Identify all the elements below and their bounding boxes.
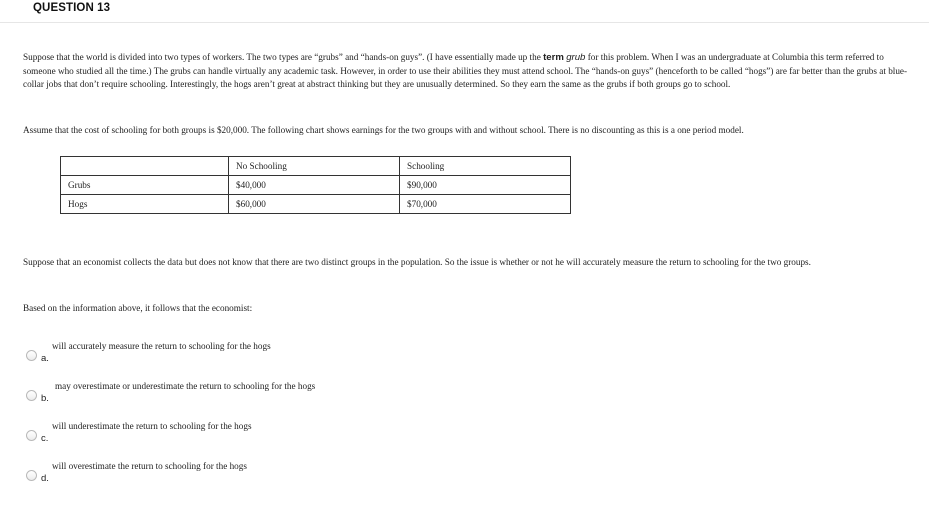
question-title: QUESTION 13 <box>33 2 111 14</box>
table-header-row <box>61 157 571 176</box>
option-letter: c. <box>41 433 49 444</box>
option-text[interactable]: will accurately measure the return to schooling for the hogs <box>52 341 271 351</box>
option-letter: a. <box>41 353 49 364</box>
radio-button-a[interactable] <box>26 350 37 361</box>
table-header-cell: No Schooling <box>229 157 400 176</box>
table-cell: $90,000 <box>400 176 571 195</box>
earnings-table-wrapper <box>60 156 571 214</box>
table-cell-group: Hogs <box>61 195 229 214</box>
table-header-cell <box>61 157 229 176</box>
earnings-table <box>60 156 571 214</box>
intro-paragraph <box>23 51 909 91</box>
radio-button-d[interactable] <box>26 470 37 481</box>
option-text[interactable]: may overestimate or underestimate the return to schooling for the hogs <box>55 381 316 391</box>
intro-term-word: term <box>543 52 564 63</box>
option-letter: b. <box>41 393 49 404</box>
option-text[interactable]: will overestimate the return to schooling for the hogs <box>52 461 247 471</box>
table-row <box>61 176 571 195</box>
table-cell: $70,000 <box>400 195 571 214</box>
intro-text-end: for this problem. When I was an undergraduate at Columbia this term referred to someone who studied all the time.) The grubs can handle virtually any academic task. However, in order to use their abilities they must attend school. The “hands-on guys” (henceforth to be called “hogs”) are far better than the grubs at blue-collar jobs that don’t require schooling. Interestingly, the hogs aren’t great at abstract thinking but they are unusually determined. So they earn the same as the grubs if both groups go to school. <box>23 52 908 89</box>
table-cell: $60,000 <box>229 195 400 214</box>
table-cell: $40,000 <box>229 176 400 195</box>
intro-term-name: grub <box>566 52 586 63</box>
table-header-cell: Schooling <box>400 157 571 176</box>
radio-button-c[interactable] <box>26 430 37 441</box>
intro-text-start: Suppose that the world is divided into two types of workers. The two types are “grubs” and “hands-on guys”. (I have essentially made up the <box>23 52 544 62</box>
option-letter: d. <box>41 473 49 484</box>
option-text[interactable]: will underestimate the return to schooling for the hogs <box>52 421 252 431</box>
scenario-paragraph: Suppose that an economist collects the data but does not know that there are two distinct groups in the population. So the issue is whether or not he will accurately measure the return to schooling for the two groups. <box>23 257 811 267</box>
table-cell-group: Grubs <box>61 176 229 195</box>
assumption-paragraph: Assume that the cost of schooling for both groups is $20,000. The following chart shows earnings for the two groups with and without school. There is no discounting as this is a one period model. <box>23 125 744 135</box>
table-row <box>61 195 571 214</box>
question-header <box>0 0 929 23</box>
radio-button-b[interactable] <box>26 390 37 401</box>
prompt-text: Based on the information above, it follows that the economist: <box>23 303 253 313</box>
